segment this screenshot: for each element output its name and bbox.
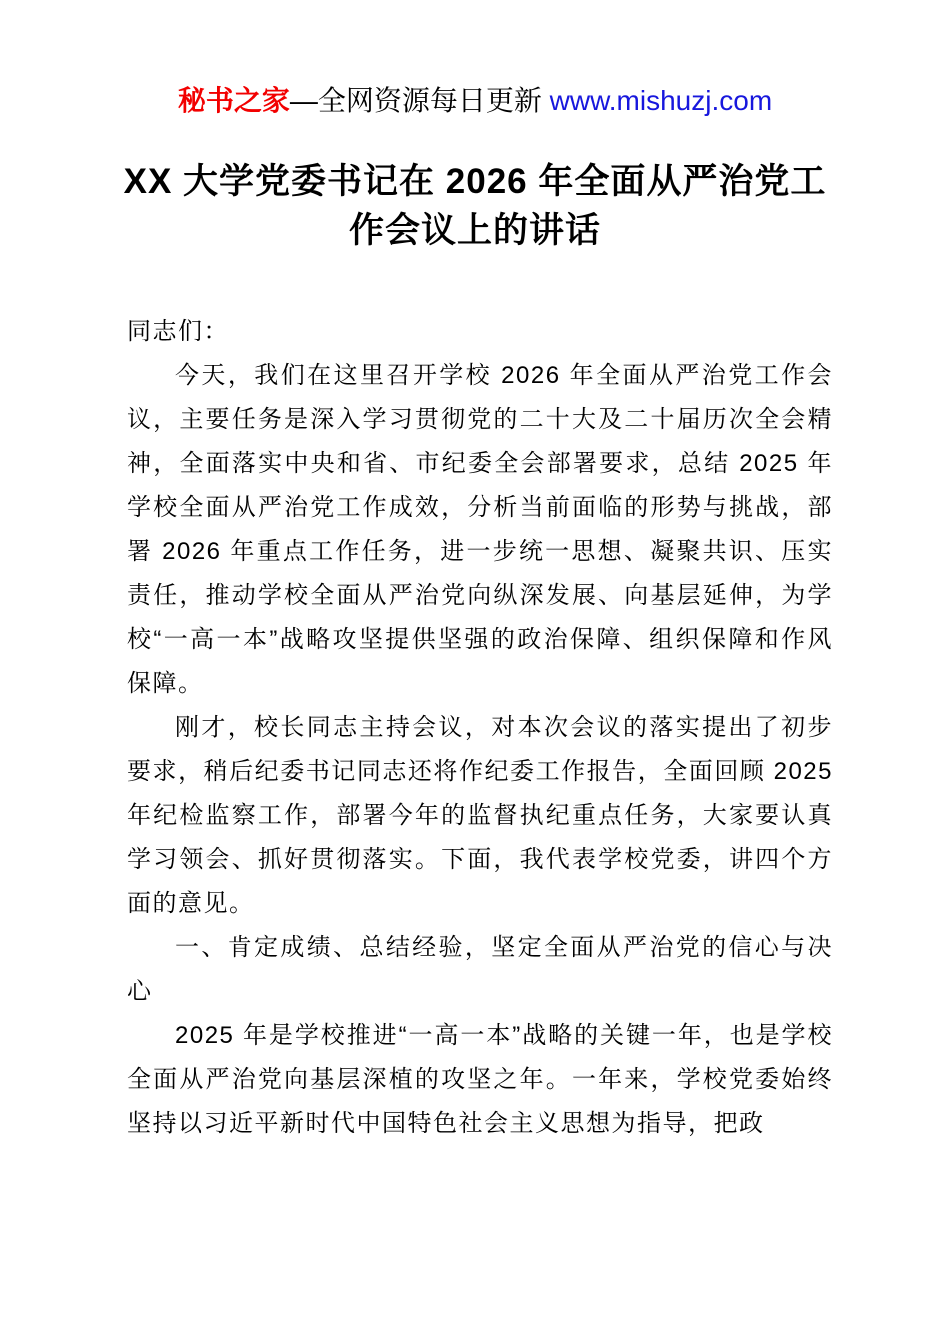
site-tagline: —全网资源每日更新 xyxy=(289,85,542,116)
document-header xyxy=(0,82,950,120)
document-title xyxy=(0,157,950,255)
meeting-arrangement-paragraph: 刚才，校长同志主持会议，对本次会议的落实提出了初步要求，稍后纪委书记同志还将作纪委工作报告，全面回顾 2025 年纪检监察工作，部署今年的监督执纪重点任务，大家要认真学习领会、抓好贯彻落实。下面，我代表学校党委，讲四个方面的意见。 xyxy=(127,714,833,917)
site-url-link[interactable]: www.mishuzj.com xyxy=(549,85,773,116)
section-one-heading: 一、肯定成绩、总结经验，坚定全面从严治党的信心与决心 xyxy=(127,934,833,1005)
site-name: 秘书之家 xyxy=(177,85,290,116)
document-body xyxy=(127,310,833,1146)
title-line-2: 作会议上的讲话 xyxy=(348,211,601,250)
title-line-1: XX 大学党委书记在 2026 年全面从严治党工 xyxy=(123,162,827,201)
opening-paragraph: 今天，我们在这里召开学校 2026 年全面从严治党工作会议，主要任务是深入学习贯彻党的二十大及二十届历次全会精神，全面落实中央和省、市纪委全会部署要求，总结 2025 年学校全面从严治党工作成效，分析当前面临的形势与挑战，部署 2026 年重点工作任务，进一步统一思想、凝聚共识、压实责任，推动学校全面从严治党向纵深发展、向基层延伸，为学校“一高一本”战略攻坚提供坚强的政治保障、组织保障和作风保障。 xyxy=(127,362,833,697)
section-one-opening-paragraph: 2025 年是学校推进“一高一本”战略的关键一年，也是学校全面从严治党向基层深植的攻坚之年。一年来，学校党委始终坚持以习近平新时代中国特色社会主义思想为指导，把政 xyxy=(127,1022,833,1137)
salutation-paragraph: 同志们： xyxy=(127,318,229,345)
